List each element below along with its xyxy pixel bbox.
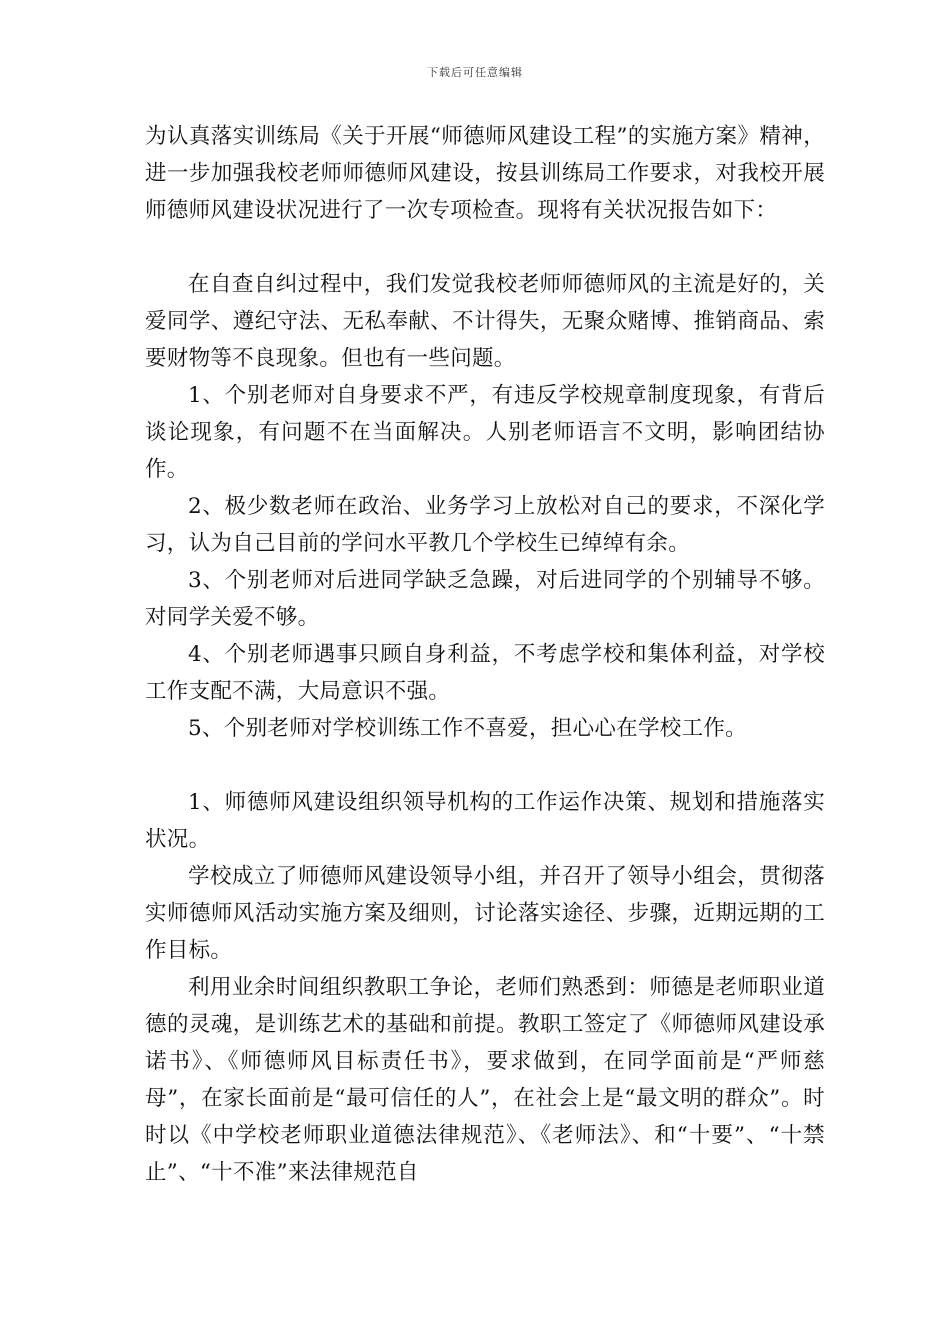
paragraph-issue-4: 4、个别老师遇事只顾自身利益，不考虑学校和集体利益，对学校工作支配不满，大局意识不强。 xyxy=(145,642,825,704)
document-body xyxy=(145,118,825,1191)
paragraph-self-check: 在自查自纠过程中，我们发觉我校老师师德师风的主流是好的，关爱同学、遵纪守法、无私奉献、不计得失，无聚众赌博、推销商品、索要财物等不良现象。但也有一些问题。 xyxy=(145,272,825,371)
paragraph-gap xyxy=(145,747,825,784)
paragraph-leadership-group: 学校成立了师德师风建设领导小组，并召开了领导小组会，贯彻落实师德师风活动实施方案及细则，讨论落实途径、步骤，近期远期的工作目标。 xyxy=(145,864,825,963)
paragraph-issue-3: 3、个别老师对后进同学缺乏急躁，对后进同学的个别辅导不够。对同学关爱不够。 xyxy=(145,568,825,630)
paragraph-staff-discussion: 利用业余时间组织教职工争论，老师们熟悉到：师德是老师职业道德的灵魂，是训练艺术的基础和前提。教职工签定了《师德师风建设承诺书》、《师德师风目标责任书》，要求做到，在同学面前是“严师慈母”，在家长面前是“最可信任的人”，在社会上是“最文明的群众”。时时以《中学校老师职业道德法律规范》、《老师法》、和“十要”、“十禁止”、“十不准”来法律规范自 xyxy=(145,975,825,1185)
paragraph-intro: 为认真落实训练局《关于开展“师德师风建设工程”的实施方案》精神，进一步加强我校老师师德师风建设，按县训练局工作要求，对我校开展师德师风建设状况进行了一次专项检查。现将有关状况报告如下： xyxy=(145,124,825,223)
paragraph-issue-2: 2、极少数老师在政治、业务学习上放松对自己的要求，不深化学习，认为自己目前的学问水平教几个学校生已绰绰有余。 xyxy=(145,494,825,556)
paragraph-gap xyxy=(145,229,825,266)
page-header-note: 下载后可任意编辑 xyxy=(427,66,523,79)
paragraph-issue-5: 5、个别老师对学校训练工作不喜爱，担心心在学校工作。 xyxy=(188,716,747,741)
paragraph-section-1: 1、师德师风建设组织领导机构的工作运作决策、规划和措施落实状况。 xyxy=(145,790,825,852)
paragraph-issue-1: 1、个别老师对自身要求不严，有违反学校规章制度现象，有背后谈论现象，有问题不在当面解决。人别老师语言不文明，影响团结协作。 xyxy=(145,383,825,482)
